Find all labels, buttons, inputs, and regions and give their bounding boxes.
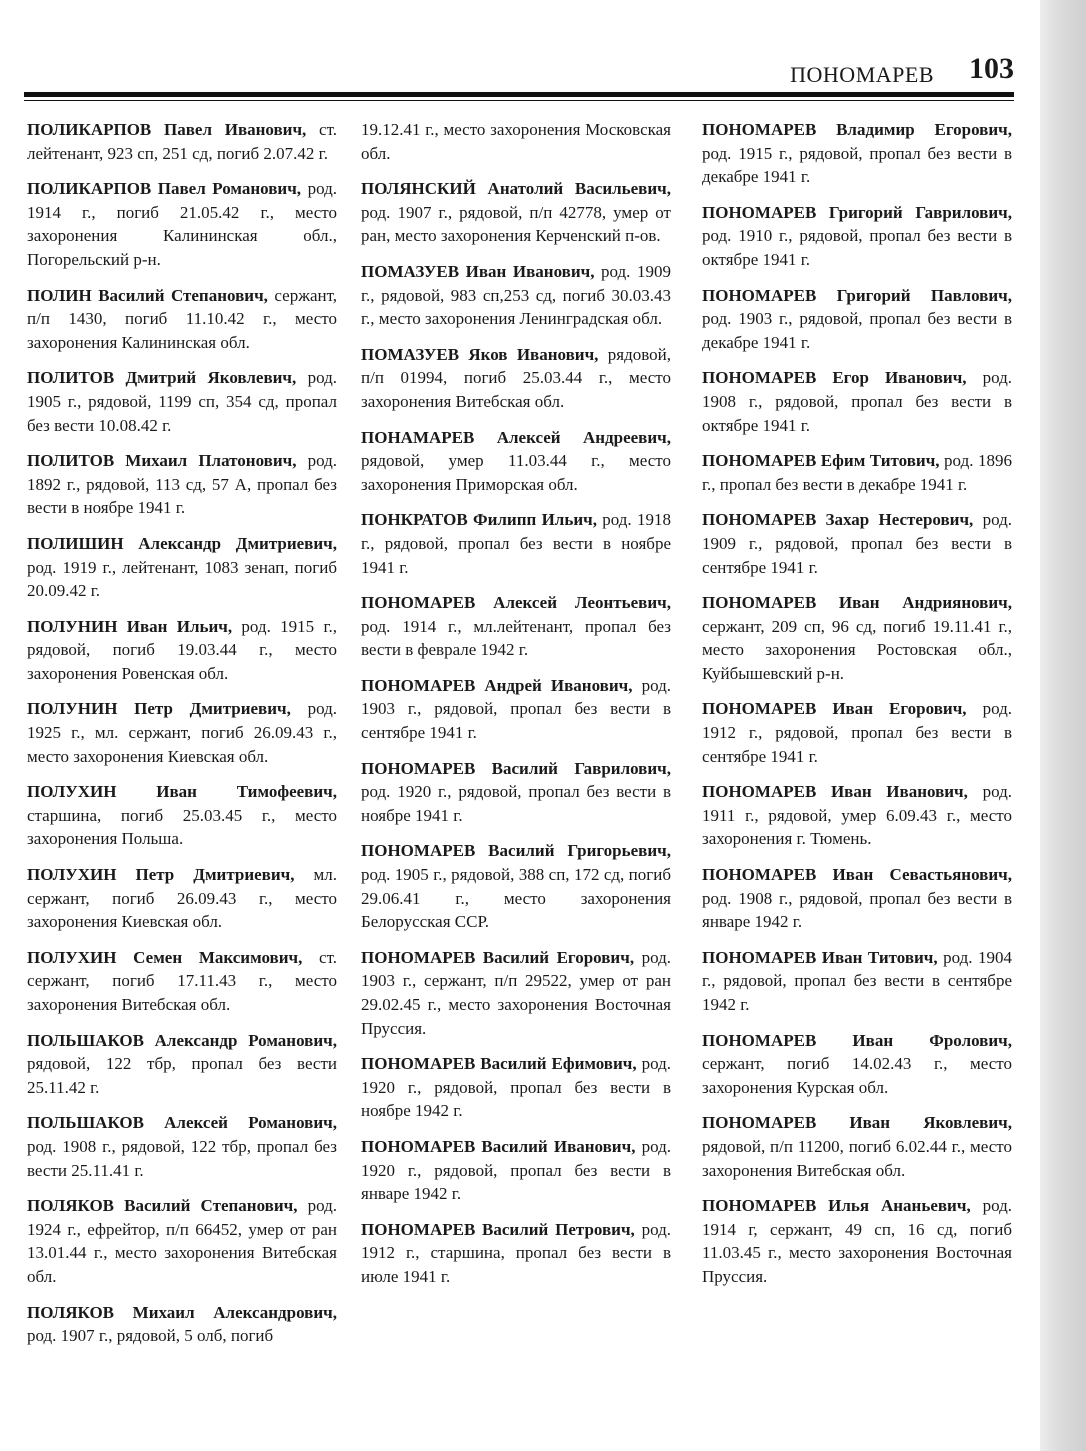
entry-name: ПОНАМАРЕВ Алексей Андреевич, [361, 427, 671, 447]
entry [702, 508, 1012, 579]
column-1 [27, 118, 337, 1438]
entry-name: ПОНОМАРЕВ Егор Иванович, [702, 368, 967, 388]
entry-details: рядовой, п/п 11200, погиб 6.02.44 г., место захоронения Витебская обл. [702, 1136, 1012, 1180]
entry [361, 1135, 671, 1206]
entry-details: род. 1905 г., рядовой, 1199 сп, 354 сд, пропал без вести 10.08.42 г. [27, 368, 337, 435]
entry-details: род. 1914 г., погиб 21.05.42 г., место захоронения Калининская обл., Погорельский р-н. [27, 179, 337, 269]
entry [27, 863, 337, 934]
entry-details: род. 1925 г., мл. сержант, погиб 26.09.43 г., место захоронения Киевская обл. [27, 699, 337, 766]
entry-details: род. 1909 г., рядовой, 983 сп,253 сд, погиб 30.03.43 г., место захоронения Ленинградская обл. [361, 261, 671, 329]
entry-details: старшина, погиб 25.03.45 г., место захоронения Польша. [27, 805, 337, 849]
entry [361, 1052, 671, 1123]
entry-name: ПОЛУХИН Иван Тимофеевич, [27, 782, 337, 802]
entry [27, 449, 337, 520]
entry-details: сержант, погиб 14.02.43 г., место захоронения Курская обл. [702, 1054, 1012, 1097]
entry-name: ПОНОМАРЕВ Иван Фролович, [702, 1030, 1012, 1050]
entry-name: ПОНОМАРЕВ Иван Егорович, [702, 699, 967, 719]
entry [27, 366, 337, 437]
entry-name: ПОЛИН Василий Степанович, [27, 285, 268, 305]
entry [702, 1194, 1012, 1288]
entry-name: ПОЛУНИН Иван Ильич, [27, 616, 233, 636]
entry-name: ПОНКРАТОВ Филипп Ильич, [361, 510, 597, 530]
entry-details: рядовой, п/п 01994, погиб 25.03.44 г., место захоронения Витебская обл. [361, 344, 671, 411]
entry [702, 449, 1012, 496]
entry-details: род. 1892 г., рядовой, 113 сд, 57 А, пропал без вести в ноябре 1941 г. [27, 451, 337, 518]
entry-details: род. 1903 г., сержант, п/п 29522, умер от ран 29.02.45 г., место захоронения Восточная Пруссия. [361, 947, 671, 1038]
entry-details: мл. сержант, погиб 26.09.43 г., место захоронения Киевская обл. [27, 865, 337, 932]
entry [702, 697, 1012, 768]
header-rule-thick [24, 92, 1014, 97]
entry-details: род. 1914 г., мл.лейтенант, пропал без вести в феврале 1942 г. [361, 616, 671, 660]
entry-details: ст. лейтенант, 923 сп, 251 сд, погиб 2.07.42 г. [27, 120, 337, 163]
entry-name: ПОНОМАРЕВ Иван Иванович, [702, 782, 968, 802]
entry [361, 591, 671, 662]
entry-details: сержант, п/п 1430, погиб 11.10.42 г., место захоронения Калининская обл. [27, 285, 337, 352]
entry-details: род. 1920 г., рядовой, пропал без вести в ноябре 1942 г. [361, 1054, 671, 1121]
entry [702, 1029, 1012, 1100]
entry [27, 1301, 337, 1348]
entry [702, 863, 1012, 934]
entry [27, 780, 337, 851]
entry-name: ПОЛИТОВ Дмитрий Яковлевич, [27, 368, 297, 388]
entry-name: ПОЛИКАРПОВ Павел Романович, [27, 179, 302, 199]
entry-details: род. 1907 г., рядовой, 5 олб, погиб [27, 1326, 274, 1346]
entry-name: ПОНОМАРЕВ Захар Нестерович, [702, 510, 974, 530]
entry-details: род. 1905 г., рядовой, 388 сп, 172 сд, погиб 29.06.41 г., место захоронения Белорусская ССР. [361, 865, 671, 932]
entry-details: род. 1912 г., старшина, пропал без вести в июле 1941 г. [361, 1219, 671, 1286]
entry [27, 697, 337, 768]
entry [27, 615, 337, 686]
entry-name: ПОНОМАРЕВ Андрей Иванович, [361, 675, 633, 695]
entry-details: род. 1915 г., рядовой, погиб 19.03.44 г., место захоронения Ровенская обл. [27, 616, 337, 683]
entry-details: 19.12.41 г., место захоронения Московская обл. [361, 120, 671, 163]
entry-name: ПОЛЬШАКОВ Александр Романович, [27, 1030, 337, 1050]
entry-details: род. 1920 г., рядовой, пропал без вести в ноябре 1941 г. [361, 782, 671, 825]
text-columns [27, 118, 1013, 1438]
entry-name: ПОЛИТОВ Михаил Платонович, [27, 451, 297, 471]
entry-details: род. 1908 г., рядовой, пропал без вести в январе 1942 г. [702, 888, 1012, 932]
entry-name: ПОНОМАРЕВ Иван Яковлевич, [702, 1113, 1012, 1133]
entry-details: род. 1912 г., рядовой, пропал без вести в сентябре 1941 г. [702, 699, 1012, 766]
entry-details: рядовой, умер 11.03.44 г., место захоронения Приморская обл. [361, 451, 671, 494]
entry [702, 201, 1012, 272]
entry-name: ПОНОМАРЕВ Григорий Павлович, [702, 285, 1012, 305]
column-2 [361, 118, 671, 1438]
entry-details: ст. сержант, погиб 17.11.43 г., место захоронения Витебская обл. [27, 947, 337, 1014]
entry [361, 260, 671, 331]
entry-name: ПОЛУНИН Петр Дмитриевич, [27, 699, 291, 719]
entry-name: ПОНОМАРЕВ Василий Иванович, [361, 1136, 636, 1156]
entry [702, 1111, 1012, 1182]
entry [361, 839, 671, 933]
entry [27, 118, 337, 165]
entry-details: род. 1908 г., рядовой, 122 тбр, пропал без вести 25.11.41 г. [27, 1136, 337, 1180]
entry-details: род. 1918 г., рядовой, пропал без вести в ноябре 1941 г. [361, 510, 671, 577]
entry-name: ПОНОМАРЕВ Григорий Гаврилович, [702, 202, 1012, 222]
entry-name: ПОНОМАРЕВ Василий Гаврилович, [361, 758, 671, 778]
entry [27, 1194, 337, 1288]
entry [27, 284, 337, 355]
entry-name: ПОЛЯКОВ Михаил Александрович, [27, 1302, 337, 1322]
entry-details: сержант, 209 сп, 96 сд, погиб 19.11.41 г., место захоронения Ростовская обл., Куйбышевский р-н. [702, 616, 1012, 683]
entry-name: ПОЛУХИН Петр Дмитриевич, [27, 865, 295, 885]
entry-details: род. 1904 г., рядовой, пропал без вести в сентябре 1942 г. [702, 947, 1012, 1014]
running-head [24, 50, 1014, 94]
entry [361, 1218, 671, 1289]
page-number: 103 [969, 52, 1014, 85]
entry-name: ПОЛИШИН Александр Дмитриевич, [27, 533, 337, 553]
entry-name: ПОМАЗУЕВ Яков Иванович, [361, 344, 599, 364]
header-rule-thin [24, 100, 1014, 101]
entry-details: рядовой, 122 тбр, пропал без вести 25.11.42 г. [27, 1054, 337, 1097]
entry [702, 591, 1012, 685]
entry-details: род. 1915 г., рядовой, пропал без вести в декабре 1941 г. [702, 143, 1012, 187]
entry-name: ПОНОМАРЕВ Василий Григорьевич, [361, 841, 671, 861]
entry-name: ПОНОМАРЕВ Василий Егорович, [361, 947, 635, 967]
entry [361, 508, 671, 579]
entry [27, 177, 337, 271]
entry-name: ПОНОМАРЕВ Василий Петрович, [361, 1219, 635, 1239]
entry [27, 946, 337, 1017]
entry-name: ПОЛИКАРПОВ Павел Иванович, [27, 120, 307, 139]
entry-name: ПОЛЬШАКОВ Алексей Романович, [27, 1113, 337, 1133]
entry [361, 946, 671, 1040]
entry [361, 426, 671, 497]
entry-details: род. 1903 г., рядовой, пропал без вести в декабре 1941 г. [702, 309, 1012, 352]
entry [361, 118, 671, 165]
entry [361, 177, 671, 248]
entry-details: род. 1920 г., рядовой, пропал без вести в январе 1942 г. [361, 1136, 671, 1204]
entry-name: ПОНОМАРЕВ Ефим Титович, [702, 451, 940, 471]
entry-details: род. 1924 г., ефрейтор, п/п 66452, умер от ран 13.01.44 г., место захоронения Витебская обл. [27, 1196, 337, 1286]
entry-name: ПОЛЯКОВ Василий Степанович, [27, 1196, 298, 1216]
entry-name: ПОЛЯНСКИЙ Анатолий Васильевич, [361, 179, 671, 199]
page-edge-shadow [1040, 0, 1086, 1451]
entry-name: ПОНОМАРЕВ Василий Ефимович, [361, 1054, 637, 1074]
running-head-title: ПОНОМАРЕВ [790, 62, 934, 87]
entry-name: ПОНОМАРЕВ Иван Андриянович, [702, 593, 1012, 613]
entry-details: род. 1919 г., лейтенант, 1083 зенап, погиб 20.09.42 г. [27, 557, 337, 601]
entry-name: ПОНОМАРЕВ Илья Ананьевич, [702, 1196, 971, 1216]
entry [27, 1111, 337, 1182]
entry-name: ПОНОМАРЕВ Иван Титович, [702, 947, 938, 967]
entry [702, 118, 1012, 189]
entry-name: ПОНОМАРЕВ Иван Севастьянович, [702, 865, 1012, 885]
entry [702, 946, 1012, 1017]
entry [702, 284, 1012, 355]
entry [702, 366, 1012, 437]
entry-details: род. 1910 г., рядовой, пропал без вести в октябре 1941 г. [702, 226, 1012, 269]
entry-name: ПОНОМАРЕВ Владимир Егорович, [702, 120, 1012, 139]
entry [27, 532, 337, 603]
entry [361, 674, 671, 745]
column-3 [702, 118, 1012, 1438]
entry [361, 757, 671, 828]
entry [27, 1029, 337, 1100]
entry-name: ПОНОМАРЕВ Алексей Леонтьевич, [361, 593, 671, 613]
entry [702, 780, 1012, 851]
entry-details: род. 1907 г., рядовой, п/п 42778, умер от ран, место захоронения Керченский п-ов. [361, 202, 671, 246]
entry-details: род. 1911 г., рядовой, умер 6.09.43 г., место захоронения г. Тюмень. [702, 782, 1012, 849]
entry-details: род. 1914 г, сержант, 49 сп, 16 сд, погиб 11.03.45 г., место захоронения Восточная Пруссия. [702, 1196, 1012, 1286]
entry-details: род. 1896 г., пропал без вести в декабре 1941 г. [702, 451, 1012, 494]
entry-name: ПОЛУХИН Семен Максимович, [27, 947, 303, 967]
entry-details: род. 1903 г., рядовой, пропал без вести в сентябре 1941 г. [361, 675, 671, 743]
entry-name: ПОМАЗУЕВ Иван Иванович, [361, 261, 595, 281]
entry-details: род. 1908 г., рядовой, пропал без вести в октябре 1941 г. [702, 368, 1012, 435]
entry [361, 343, 671, 414]
entry-details: род. 1909 г., рядовой, пропал без вести в сентябре 1941 г. [702, 510, 1012, 577]
